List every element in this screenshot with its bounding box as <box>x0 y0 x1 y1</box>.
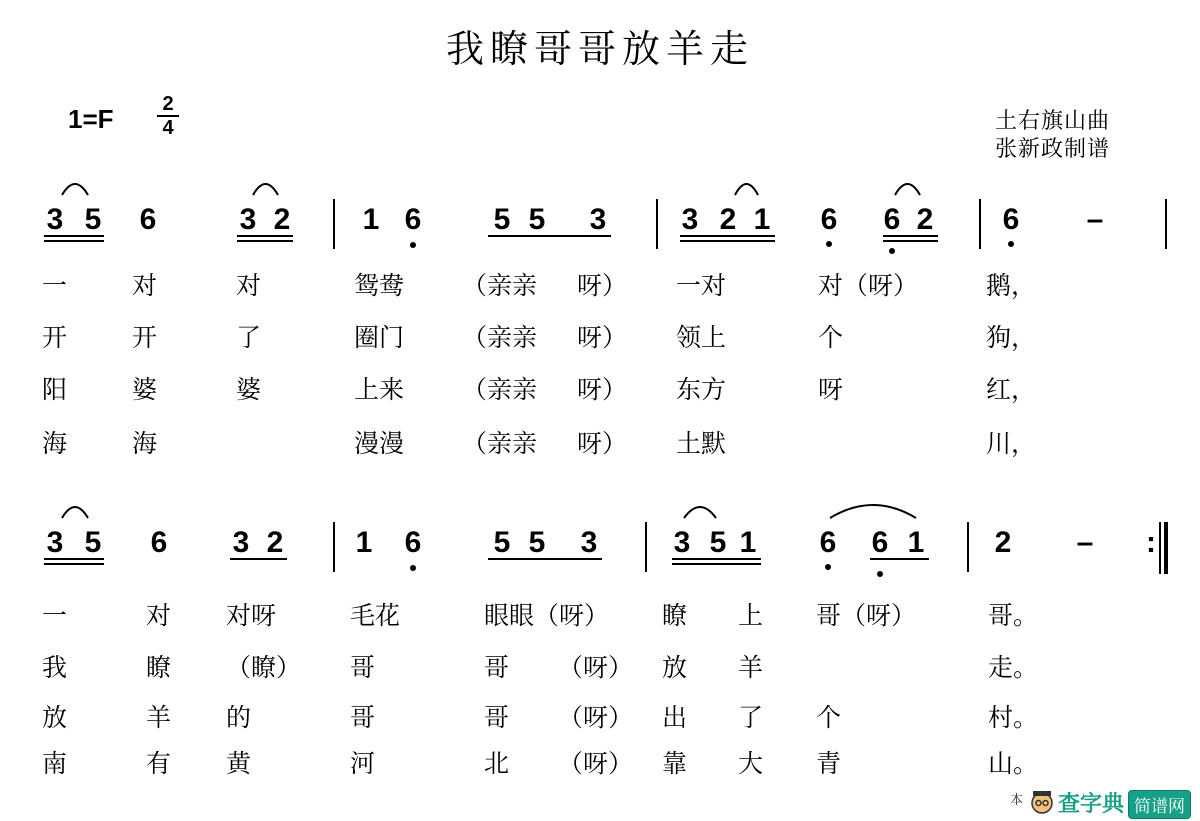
lyric: 瞭 <box>662 601 688 630</box>
lyric: 领上 <box>676 323 727 352</box>
note: 3 <box>673 526 691 559</box>
note: 3 <box>239 203 257 236</box>
lyric: 放 <box>662 653 688 682</box>
note: 5 <box>493 203 511 236</box>
watermark-badge: 简谱网 <box>1128 790 1191 819</box>
lyric: 一 <box>42 271 68 300</box>
lyric: 的 <box>226 703 252 732</box>
note: 6 <box>871 526 889 559</box>
note: 1 <box>362 203 380 236</box>
lyric: 呀） <box>577 429 628 458</box>
lyric: 羊 <box>146 703 172 732</box>
lyric: 呀） <box>577 323 628 352</box>
meter-bottom: 4 <box>162 117 174 139</box>
lyric: 瞭 <box>146 653 172 682</box>
lyric: 对（呀） <box>818 271 919 300</box>
lyric: 呀） <box>577 375 628 404</box>
lyric: 毛花 <box>350 601 401 630</box>
lyric: 哥 <box>350 653 376 682</box>
octave-dot <box>1008 241 1014 247</box>
note: 6 <box>883 203 901 236</box>
slur <box>62 507 88 518</box>
note: 6 <box>404 203 422 236</box>
score-system-1 <box>44 184 1166 254</box>
slur <box>895 184 920 195</box>
lyric: 村。 <box>988 703 1039 732</box>
lyric: 放 <box>42 703 68 732</box>
note: 6 <box>820 203 838 236</box>
lyric: 呀 <box>818 375 844 404</box>
note: 2 <box>994 526 1012 559</box>
note: 2 <box>273 203 291 236</box>
lyric: （呀） <box>558 749 634 778</box>
watermark-site-name: 查字典 <box>1058 792 1125 817</box>
note: 1 <box>753 203 771 236</box>
lyric: 山。 <box>988 749 1039 778</box>
lyric: （亲亲 <box>462 271 538 300</box>
lyric: 红， <box>986 375 1037 404</box>
lyric: （亲亲 <box>462 429 538 458</box>
lyric: 海 <box>42 429 68 458</box>
lyric: （呀） <box>558 653 634 682</box>
lyric: 我 <box>42 653 68 682</box>
lyric: 了 <box>738 703 764 732</box>
note: – <box>1076 526 1094 559</box>
slur <box>830 505 916 518</box>
lyric: 走。 <box>988 653 1039 682</box>
octave-dot <box>410 242 416 248</box>
octave-dot <box>825 564 831 570</box>
lyric: 阳 <box>42 375 68 404</box>
lyric: 圈门 <box>354 323 405 352</box>
note: : <box>1146 526 1156 559</box>
lyric: 上来 <box>354 375 405 404</box>
note: 5 <box>84 203 102 236</box>
note: 2 <box>916 203 934 236</box>
slur <box>735 184 758 195</box>
lyric: 海 <box>132 429 158 458</box>
lyric: 有 <box>146 749 172 778</box>
note: 6 <box>150 526 168 559</box>
lyric: 对 <box>132 271 158 300</box>
lyric: 对 <box>146 601 172 630</box>
song-title: 我瞭哥哥放羊走 <box>445 27 754 71</box>
octave-dot <box>877 571 883 577</box>
octave-dot <box>889 248 895 254</box>
slur <box>684 507 716 518</box>
lyric: 漫漫 <box>354 429 405 458</box>
lyric: 一对 <box>676 271 727 300</box>
lyric: 河 <box>350 749 376 778</box>
lyric: 哥（呀） <box>816 601 917 630</box>
note: 6 <box>404 526 422 559</box>
note: 2 <box>266 526 284 559</box>
note: – <box>1086 203 1104 236</box>
credit-arranger: 张新政制谱 <box>995 137 1111 162</box>
lyric: 婆 <box>132 375 158 404</box>
lyric: 对 <box>236 271 262 300</box>
lyric: 个 <box>818 323 844 352</box>
note: 3 <box>46 203 64 236</box>
mascot-icon <box>1028 787 1056 815</box>
credit-origin: 土右旗山曲 <box>995 109 1111 134</box>
note: 3 <box>580 526 598 559</box>
lyric: （瞭） <box>226 653 302 682</box>
lyric: 个 <box>816 703 842 732</box>
lyric: 出 <box>662 703 688 732</box>
note: 1 <box>739 526 757 559</box>
note: 5 <box>528 526 546 559</box>
lyric: 一 <box>42 601 68 630</box>
note: 5 <box>709 526 727 559</box>
lyric: 哥 <box>484 703 510 732</box>
lyric: 青 <box>816 749 842 778</box>
note: 3 <box>589 203 607 236</box>
note: 3 <box>232 526 250 559</box>
note: 3 <box>46 526 64 559</box>
lyric: 眼眼（呀） <box>484 601 610 630</box>
lyric: 川， <box>986 429 1037 458</box>
lyric: 婆 <box>236 375 262 404</box>
lyric: 东方 <box>676 375 727 404</box>
note: 2 <box>719 203 737 236</box>
lyric: 黄 <box>226 749 252 778</box>
key-signature: 1=F <box>68 104 114 134</box>
note: 1 <box>907 526 925 559</box>
lyric: 呀） <box>577 271 628 300</box>
note: 1 <box>355 526 373 559</box>
note: 5 <box>84 526 102 559</box>
lyric: 大 <box>738 749 764 778</box>
lyric: 鹅， <box>986 271 1037 300</box>
note: 3 <box>681 203 699 236</box>
lyric: 鸳鸯 <box>354 271 405 300</box>
lyric: 上 <box>738 601 764 630</box>
lyric: 开 <box>132 323 158 352</box>
lyric: 哥 <box>350 703 376 732</box>
lyric: 哥 <box>484 653 510 682</box>
lyric: （呀） <box>558 703 634 732</box>
octave-dot <box>410 565 416 571</box>
lyric: 了 <box>236 323 262 352</box>
note: 5 <box>493 526 511 559</box>
meter-top: 2 <box>162 93 174 115</box>
lyric: 开 <box>42 323 68 352</box>
note: 6 <box>1002 203 1020 236</box>
note: 5 <box>528 203 546 236</box>
lyric: 对呀 <box>226 601 277 630</box>
watermark-prefix: 本 <box>1010 793 1024 808</box>
lyric: 靠 <box>662 749 688 778</box>
lyric: 哥。 <box>988 601 1039 630</box>
lyric: （亲亲 <box>462 323 538 352</box>
lyric: （亲亲 <box>462 375 538 404</box>
lyric: 狗， <box>986 323 1037 352</box>
octave-dot <box>826 241 832 247</box>
score-system-2 <box>44 505 1166 577</box>
note: 6 <box>139 203 157 236</box>
lyric: 北 <box>484 749 510 778</box>
slur <box>253 184 278 195</box>
note: 6 <box>819 526 837 559</box>
lyric: 南 <box>42 749 68 778</box>
lyric: 土默 <box>676 429 727 458</box>
lyric: 羊 <box>738 653 764 682</box>
slur <box>62 184 88 195</box>
